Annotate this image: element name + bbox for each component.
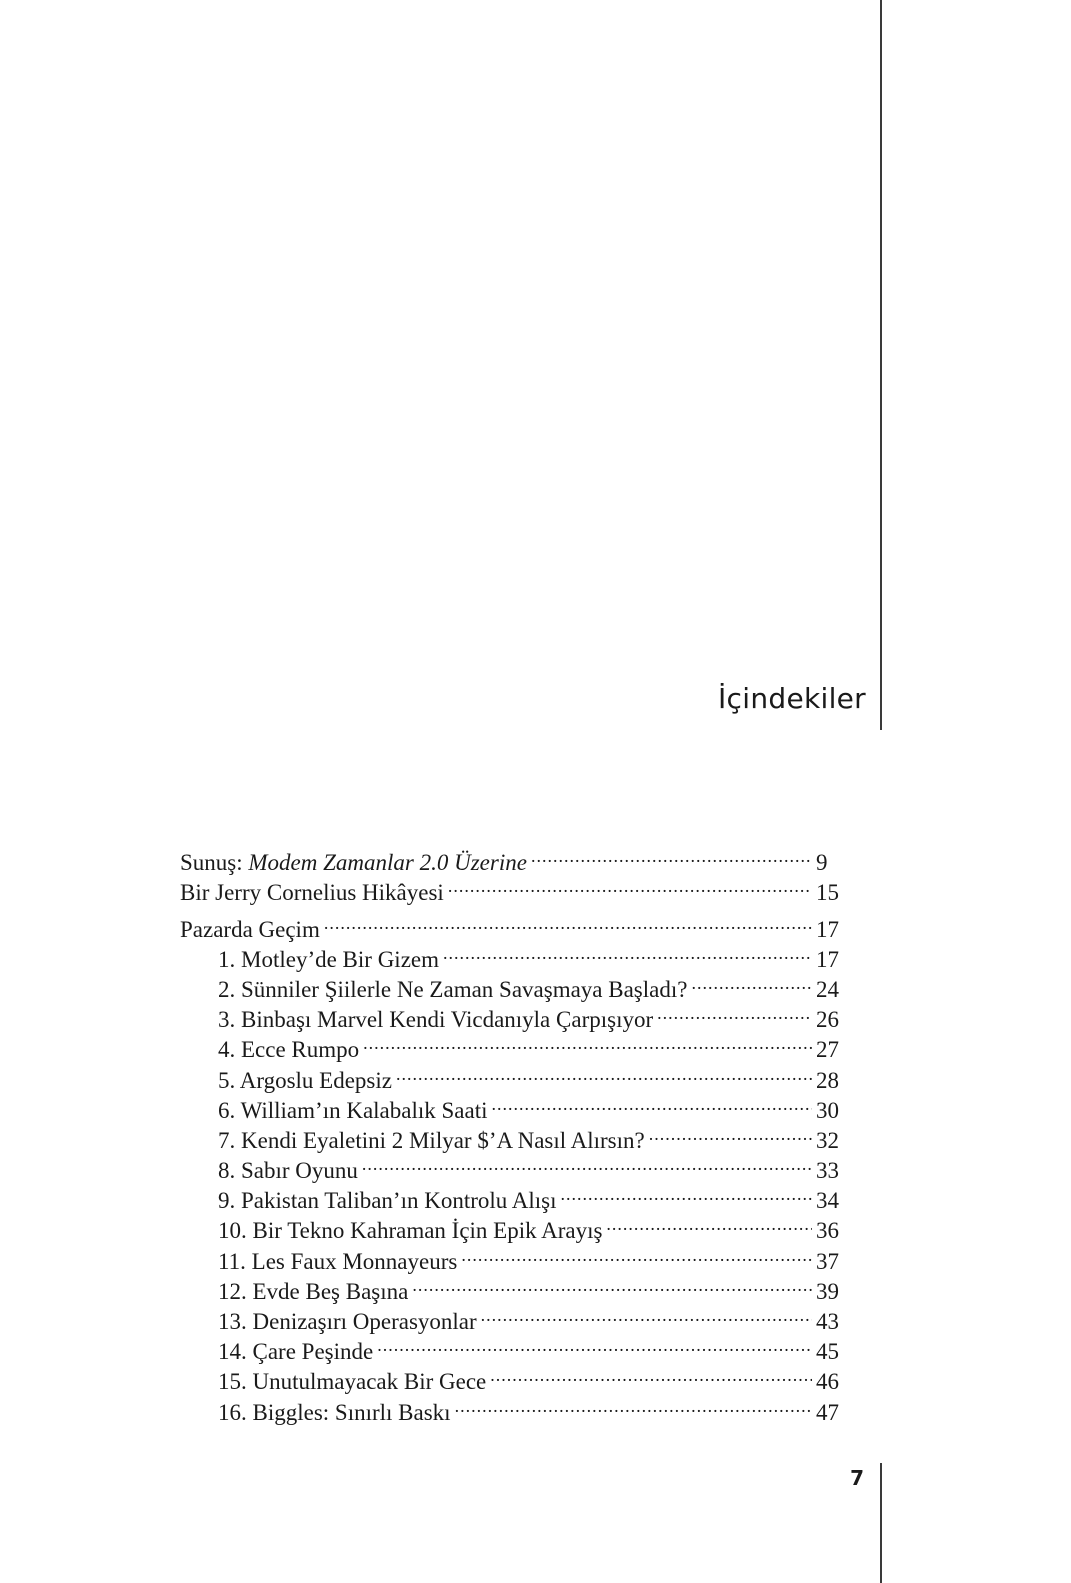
dot-leader — [396, 1057, 812, 1087]
toc-entry-foreword[interactable] — [180, 840, 842, 876]
page-title: İçindekiler — [718, 682, 866, 715]
toc-entry-title: 7. Kendi Eyaletini 2 Milyar $’A Nasıl Alırsın? — [218, 1127, 645, 1153]
margin-rule-top — [880, 0, 882, 730]
toc-page-number: 46 — [816, 1369, 839, 1395]
dot-leader — [649, 1118, 812, 1148]
toc-entry-title: 1. Motley’de Bir Gizem — [218, 946, 440, 972]
dot-leader — [324, 906, 812, 936]
dot-leader — [657, 997, 812, 1027]
toc-entry-title: 5. Argoslu Edepsiz — [218, 1067, 392, 1093]
dot-leader — [531, 840, 812, 870]
toc-entry-title: 9. Pakistan Taliban’ın Kontrolu Alışı — [218, 1188, 557, 1214]
dot-leader — [461, 1238, 812, 1268]
toc-entry-title: 4. Ecce Rumpo — [218, 1037, 360, 1063]
dot-leader — [362, 1148, 812, 1178]
dot-leader — [560, 1178, 812, 1208]
toc-entry-title: 3. Binbaşı Marvel Kendi Vicdanıyla Çarpışıyor — [218, 1007, 654, 1033]
margin-rule-bottom — [880, 1463, 882, 1583]
dot-leader — [491, 1088, 812, 1118]
toc-page-number: 15 — [816, 880, 839, 906]
toc-entry-title: 13. Denizaşırı Operasyonlar — [218, 1309, 477, 1334]
toc-page-number: 47 — [816, 1399, 839, 1425]
toc-page-number: 30 — [816, 1097, 839, 1123]
toc-page-number: 37 — [816, 1248, 839, 1274]
toc-page-number: 17 — [816, 946, 839, 972]
dot-leader — [448, 870, 812, 900]
toc-page-number: 36 — [816, 1218, 839, 1244]
toc-entry-section[interactable] — [180, 906, 842, 942]
toc-entry-title: 6. William’ın Kalabalık Saati — [218, 1097, 488, 1123]
dot-leader — [691, 967, 812, 997]
toc-entry-title: Pazarda Geçim — [180, 916, 320, 942]
toc-entry-title: 14. Çare Peşinde — [218, 1339, 374, 1365]
toc-entry-title: 2. Sünniler Şiilerle Ne Zaman Savaşmaya Başladı? — [218, 976, 688, 1002]
toc-entry-title: 10. Bir Tekno Kahraman İçin Epik Arayış — [218, 1218, 603, 1244]
toc-entry-title: Bir Jerry Cornelius Hikâyesi — [180, 880, 444, 906]
toc-page-number: 9 — [816, 850, 828, 876]
toc-entry-title: 16. Biggles: Sınırlı Baskı — [218, 1399, 451, 1425]
toc-page-number: 27 — [816, 1037, 839, 1063]
toc-page-number: 32 — [816, 1127, 839, 1153]
dot-leader — [490, 1359, 812, 1389]
toc-page-number: 43 — [816, 1309, 839, 1334]
dot-leader — [363, 1027, 812, 1057]
dot-leader — [455, 1389, 812, 1419]
toc-page-number: 45 — [816, 1339, 839, 1365]
page-number: 7 — [850, 1466, 864, 1490]
toc-page-number: 26 — [816, 1007, 839, 1033]
dot-leader — [377, 1329, 812, 1359]
dot-leader — [443, 937, 812, 967]
toc-page-number: 28 — [816, 1067, 839, 1093]
toc-page-number: 17 — [816, 916, 839, 942]
toc-page-number: 34 — [816, 1188, 839, 1214]
toc-entry-title: 8. Sabır Oyunu — [218, 1158, 358, 1184]
toc-entry-title: 11. Les Faux Monnayeurs — [218, 1248, 458, 1274]
toc-page-number: 33 — [816, 1158, 839, 1184]
table-of-contents — [180, 840, 842, 1425]
dot-leader — [481, 1299, 812, 1329]
toc-entry-title: 12. Evde Beş Başına — [218, 1278, 409, 1304]
dot-leader — [412, 1269, 812, 1299]
toc-entry-title: 15. Unutulmayacak Bir Gece — [218, 1369, 487, 1395]
toc-entry-title: Sunuş: Modem Zamanlar 2.0 Üzerine — [180, 850, 527, 876]
dot-leader — [606, 1208, 812, 1238]
toc-page-number: 24 — [816, 976, 839, 1002]
toc-page-number: 39 — [816, 1278, 839, 1304]
